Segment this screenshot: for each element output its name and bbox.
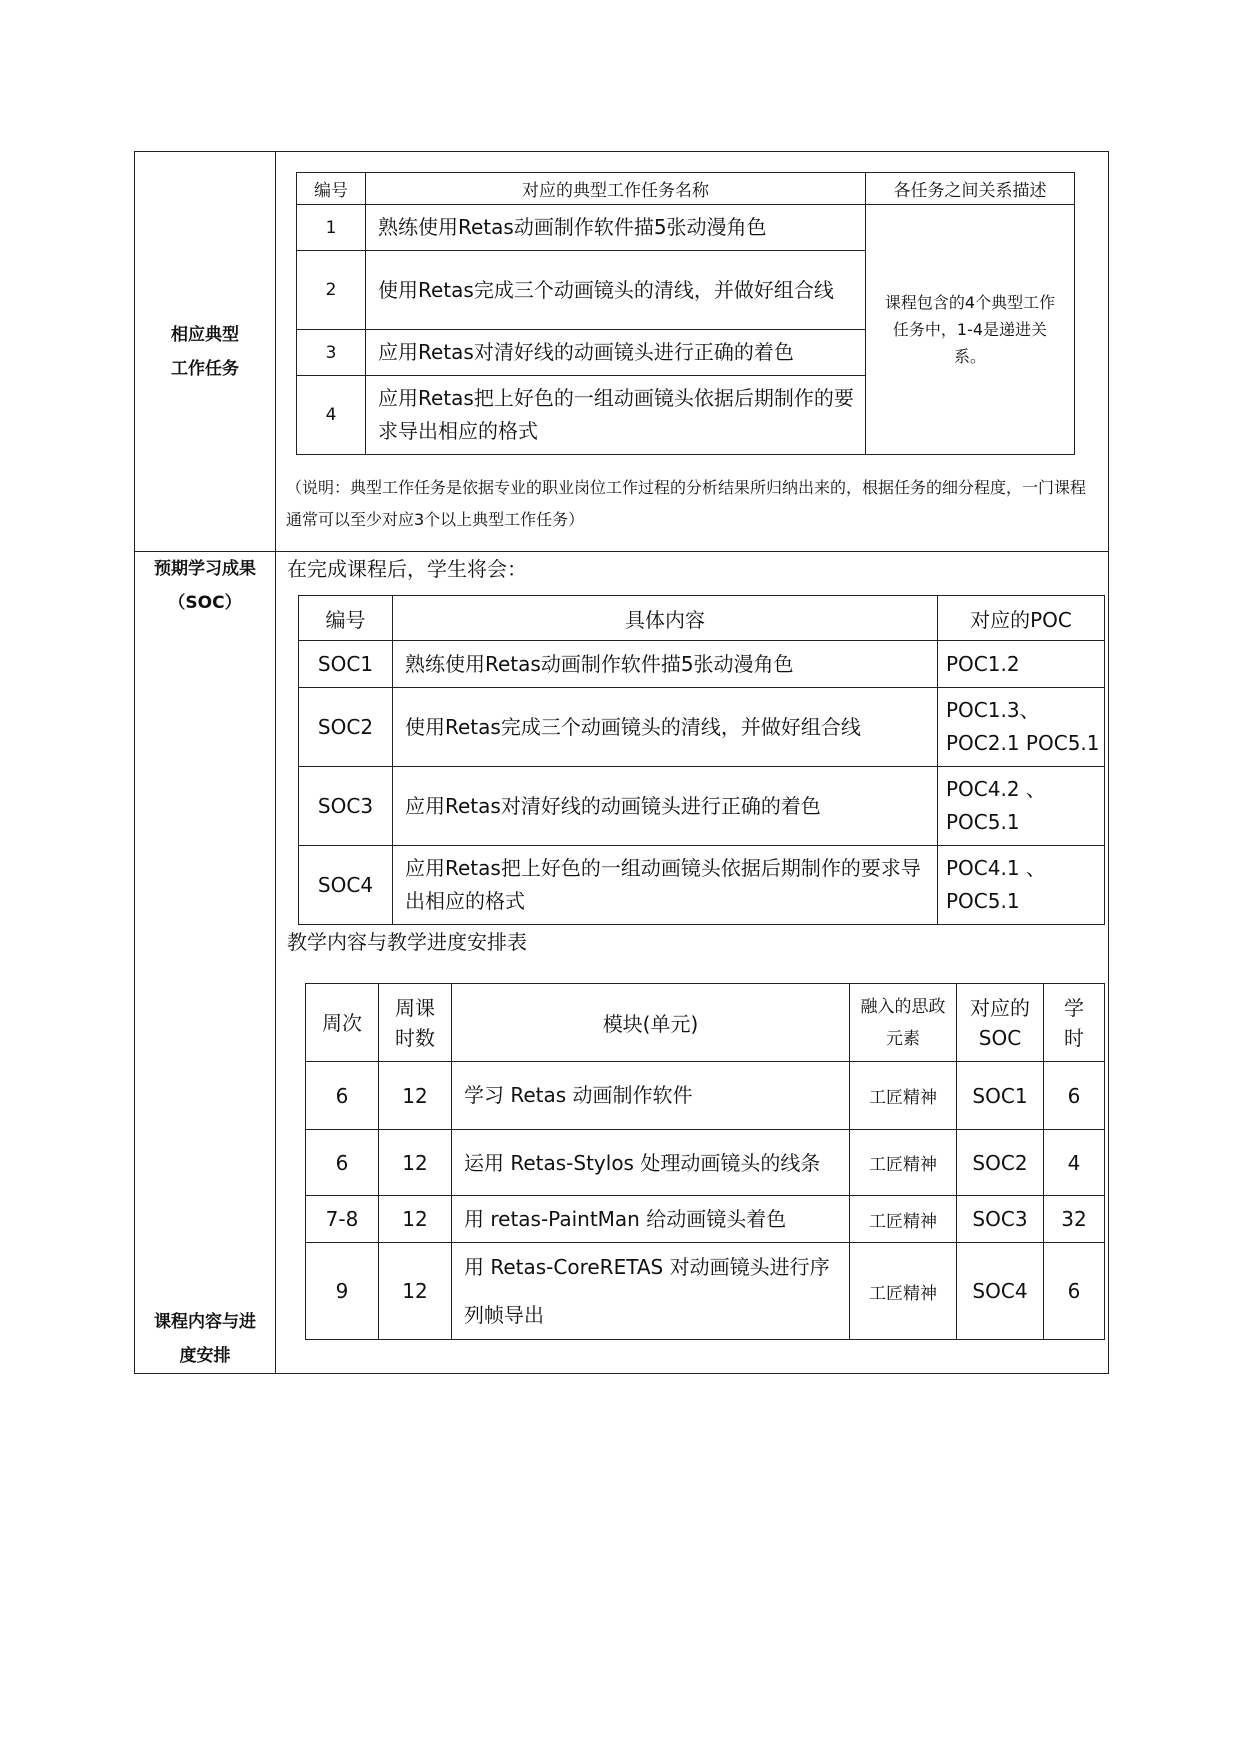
- task-relation: 课程包含的4个典型工作任务中，1-4是递进关系。: [866, 205, 1075, 455]
- soc-no: SOC1: [299, 641, 393, 688]
- soc-content: 熟练使用Retas动画制作软件描5张动漫角色: [393, 641, 938, 688]
- soc-poc: POC4.1 、POC5.1: [938, 846, 1105, 925]
- schedule-element: 工匠精神: [850, 1243, 957, 1340]
- schedule-module: 运用 Retas-Stylos 处理动画镜头的线条: [452, 1130, 850, 1196]
- table-row: [299, 641, 1105, 688]
- schedule-time: 6: [1044, 1243, 1105, 1340]
- schedule-title: 教学内容与教学进度安排表: [287, 930, 527, 954]
- table-row: [299, 846, 1105, 925]
- tasks-label-line1: 相应典型: [171, 324, 239, 345]
- table-row: [306, 1130, 1105, 1196]
- schedule-soc: SOC3: [957, 1196, 1044, 1243]
- schedule-soc: SOC2: [957, 1130, 1044, 1196]
- schedule-label-line1: 课程内容与进: [154, 1312, 256, 1332]
- schedule-element: 工匠精神: [850, 1130, 957, 1196]
- soc-label-line2: （SOC）: [168, 593, 242, 613]
- task-name: 熟练使用Retas动画制作软件描5张动漫角色: [366, 205, 866, 251]
- schedule-table: [305, 983, 1105, 1340]
- soc-header-poc: 对应的POC: [938, 596, 1105, 641]
- soc-content: 使用Retas完成三个动画镜头的清线，并做好组合线: [393, 688, 938, 767]
- soc-no: SOC2: [299, 688, 393, 767]
- soc-label-line1: 预期学习成果: [154, 559, 256, 579]
- schedule-module: 用 Retas-CoreRETAS 对动画镜头进行序列帧导出: [452, 1243, 850, 1340]
- schedule-hours: 12: [379, 1196, 452, 1243]
- soc-no: SOC3: [299, 767, 393, 846]
- schedule-soc: SOC1: [957, 1062, 1044, 1130]
- table-row: [306, 1196, 1105, 1243]
- soc-content: 应用Retas把上好色的一组动画镜头依据后期制作的要求导出相应的格式: [393, 846, 938, 925]
- table-row: [297, 205, 1075, 251]
- schedule-time: 4: [1044, 1130, 1105, 1196]
- soc-section-label: [135, 552, 276, 1374]
- schedule-header-soc: 对应的SOC: [957, 984, 1044, 1062]
- schedule-week: 7-8: [306, 1196, 379, 1243]
- course-form: [134, 151, 1109, 1374]
- schedule-module: 学习 Retas 动画制作软件: [452, 1062, 850, 1130]
- schedule-week: 6: [306, 1062, 379, 1130]
- table-row: [299, 688, 1105, 767]
- schedule-hours: 12: [379, 1130, 452, 1196]
- schedule-module: 用 retas-PaintMan 给动画镜头着色: [452, 1196, 850, 1243]
- schedule-hours: 12: [379, 1243, 452, 1340]
- soc-poc: POC1.2: [938, 641, 1105, 688]
- schedule-week: 6: [306, 1130, 379, 1196]
- task-no: 1: [297, 205, 366, 251]
- soc-intro: 在完成课程后，学生将会：: [287, 557, 527, 581]
- tasks-table: [296, 172, 1075, 455]
- schedule-element: 工匠精神: [850, 1196, 957, 1243]
- schedule-time: 32: [1044, 1196, 1105, 1243]
- schedule-header-hours: 周课时数: [379, 984, 452, 1062]
- soc-poc: POC1.3、POC2.1 POC5.1: [938, 688, 1105, 767]
- schedule-week: 9: [306, 1243, 379, 1340]
- schedule-hours: 12: [379, 1062, 452, 1130]
- soc-poc: POC4.2 、POC5.1: [938, 767, 1105, 846]
- tasks-header-no: 编号: [297, 173, 366, 205]
- soc-no: SOC4: [299, 846, 393, 925]
- soc-table: [298, 595, 1105, 925]
- schedule-header-week: 周次: [306, 984, 379, 1062]
- table-row: [306, 1243, 1105, 1340]
- schedule-element: 工匠精神: [850, 1062, 957, 1130]
- schedule-soc: SOC4: [957, 1243, 1044, 1340]
- tasks-note: （说明：典型工作任务是依据专业的职业岗位工作过程的分析结果所归纳出来的，根据任务的细分程度，一门课程通常可以至少对应3个以上典型工作任务）: [286, 478, 1087, 529]
- schedule-time: 6: [1044, 1062, 1105, 1130]
- schedule-header-time: 学时: [1044, 984, 1105, 1062]
- task-no: 4: [297, 376, 366, 455]
- table-row: [299, 767, 1105, 846]
- task-name: 应用Retas把上好色的一组动画镜头依据后期制作的要求导出相应的格式: [366, 376, 866, 455]
- soc-header-no: 编号: [299, 596, 393, 641]
- tasks-section-label: [135, 152, 276, 552]
- schedule-label-line2: 度安排: [179, 1346, 231, 1366]
- table-row: [306, 1062, 1105, 1130]
- tasks-label-line2: 工作任务: [171, 358, 239, 379]
- task-name: 应用Retas对清好线的动画镜头进行正确的着色: [366, 330, 866, 376]
- schedule-header-element: 融入的思政元素: [850, 984, 957, 1062]
- task-no: 2: [297, 251, 366, 330]
- schedule-header-module: 模块(单元): [452, 984, 850, 1062]
- soc-header-content: 具体内容: [393, 596, 938, 641]
- task-no: 3: [297, 330, 366, 376]
- task-name: 使用Retas完成三个动画镜头的清线，并做好组合线: [366, 251, 866, 330]
- soc-content: 应用Retas对清好线的动画镜头进行正确的着色: [393, 767, 938, 846]
- tasks-header-relation: 各任务之间关系描述: [866, 173, 1075, 205]
- tasks-header-name: 对应的典型工作任务名称: [366, 173, 866, 205]
